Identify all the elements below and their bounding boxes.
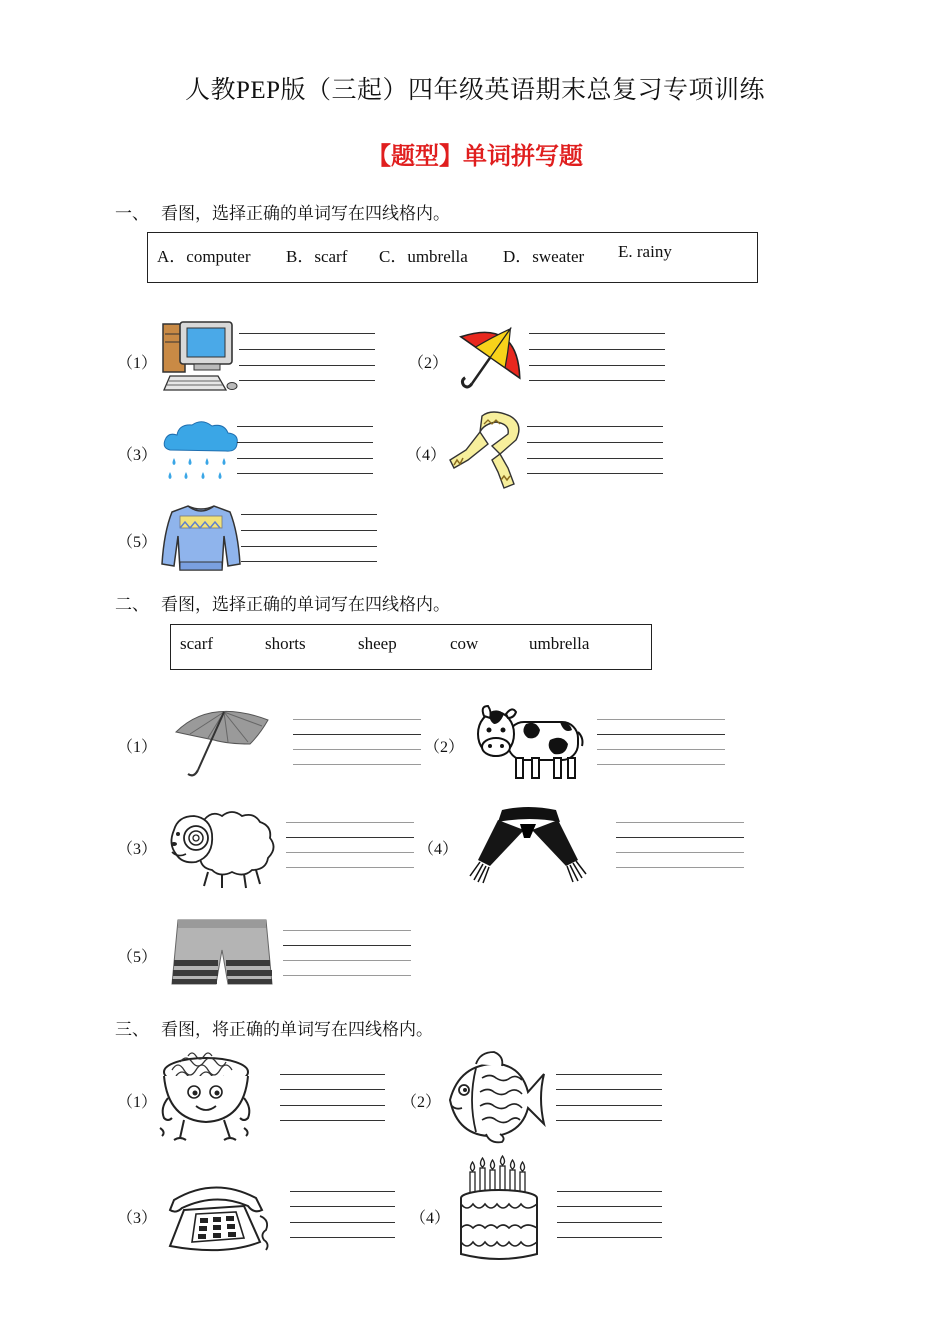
writing-lines[interactable] xyxy=(597,719,725,767)
word-option: B．scarf xyxy=(286,247,348,266)
scarf-icon xyxy=(460,804,596,886)
item-label: （2） xyxy=(424,739,465,756)
writing-lines[interactable] xyxy=(290,1191,395,1239)
sweater-icon xyxy=(160,502,242,572)
item-label: （4） xyxy=(410,1210,451,1227)
word-option: A．computer xyxy=(157,247,251,266)
section2-word-bank xyxy=(170,624,652,670)
section2-heading xyxy=(115,590,450,615)
writing-lines[interactable] xyxy=(529,333,665,381)
word-option: shorts xyxy=(265,634,306,653)
section1-heading xyxy=(115,199,450,224)
item-label: （3） xyxy=(117,447,158,464)
scarf-icon xyxy=(448,410,528,490)
word-option: sheep xyxy=(358,634,397,653)
word-option: scarf xyxy=(180,634,214,653)
birthday-cake-icon xyxy=(456,1158,542,1264)
section1-word-bank xyxy=(147,232,758,283)
writing-lines[interactable] xyxy=(527,426,663,474)
word-option: C．umbrella xyxy=(379,247,468,266)
item-label: （5） xyxy=(117,949,158,966)
item-label: （2） xyxy=(408,355,449,372)
item-label: （1） xyxy=(117,739,158,756)
writing-lines[interactable] xyxy=(241,514,377,562)
writing-lines[interactable] xyxy=(283,930,411,978)
writing-lines[interactable] xyxy=(556,1074,662,1122)
word-option: cow xyxy=(450,634,479,653)
writing-lines[interactable] xyxy=(286,822,414,870)
word-option: umbrella xyxy=(529,634,590,653)
item-label: （5） xyxy=(117,534,158,551)
writing-lines[interactable] xyxy=(557,1191,662,1239)
sheep-icon xyxy=(164,800,278,890)
page-title: 人教PEP版（三起）四年级英语期末总复习专项训练 xyxy=(184,77,766,104)
cow-icon xyxy=(474,702,584,784)
umbrella-icon xyxy=(452,320,532,398)
section1-number: 一、 xyxy=(115,204,149,223)
item-label: （1） xyxy=(117,355,158,372)
fish-icon xyxy=(440,1048,548,1148)
computer-icon xyxy=(160,318,240,392)
section2-instruction: 看图，选择正确的单词写在四线格内。 xyxy=(161,595,450,614)
item-label: （4） xyxy=(418,841,459,858)
item-label: （3） xyxy=(117,1210,158,1227)
page-subtitle: 【题型】单词拼写题 xyxy=(367,142,583,170)
section3-heading xyxy=(115,1015,433,1040)
section2-number: 二、 xyxy=(115,595,149,614)
section3-number: 三、 xyxy=(115,1020,149,1039)
section3-instruction: 看图，将正确的单词写在四线格内。 xyxy=(161,1020,433,1039)
shorts-icon xyxy=(170,916,274,988)
writing-lines[interactable] xyxy=(239,333,375,381)
item-label: （1） xyxy=(117,1094,158,1111)
section1-instruction: 看图，选择正确的单词写在四线格内。 xyxy=(161,204,450,223)
item-label: （3） xyxy=(117,841,158,858)
word-option: E. rainy xyxy=(618,242,672,261)
writing-lines[interactable] xyxy=(616,822,744,870)
umbrella-icon xyxy=(170,704,272,780)
writing-lines[interactable] xyxy=(237,426,373,474)
telephone-icon xyxy=(164,1176,272,1258)
item-label: （4） xyxy=(406,447,447,464)
noodles-icon xyxy=(158,1048,254,1146)
rain-cloud-icon xyxy=(162,418,240,484)
writing-lines[interactable] xyxy=(293,719,421,767)
writing-lines[interactable] xyxy=(280,1074,385,1122)
item-label: （2） xyxy=(401,1094,442,1111)
word-option: D．sweater xyxy=(503,247,585,266)
